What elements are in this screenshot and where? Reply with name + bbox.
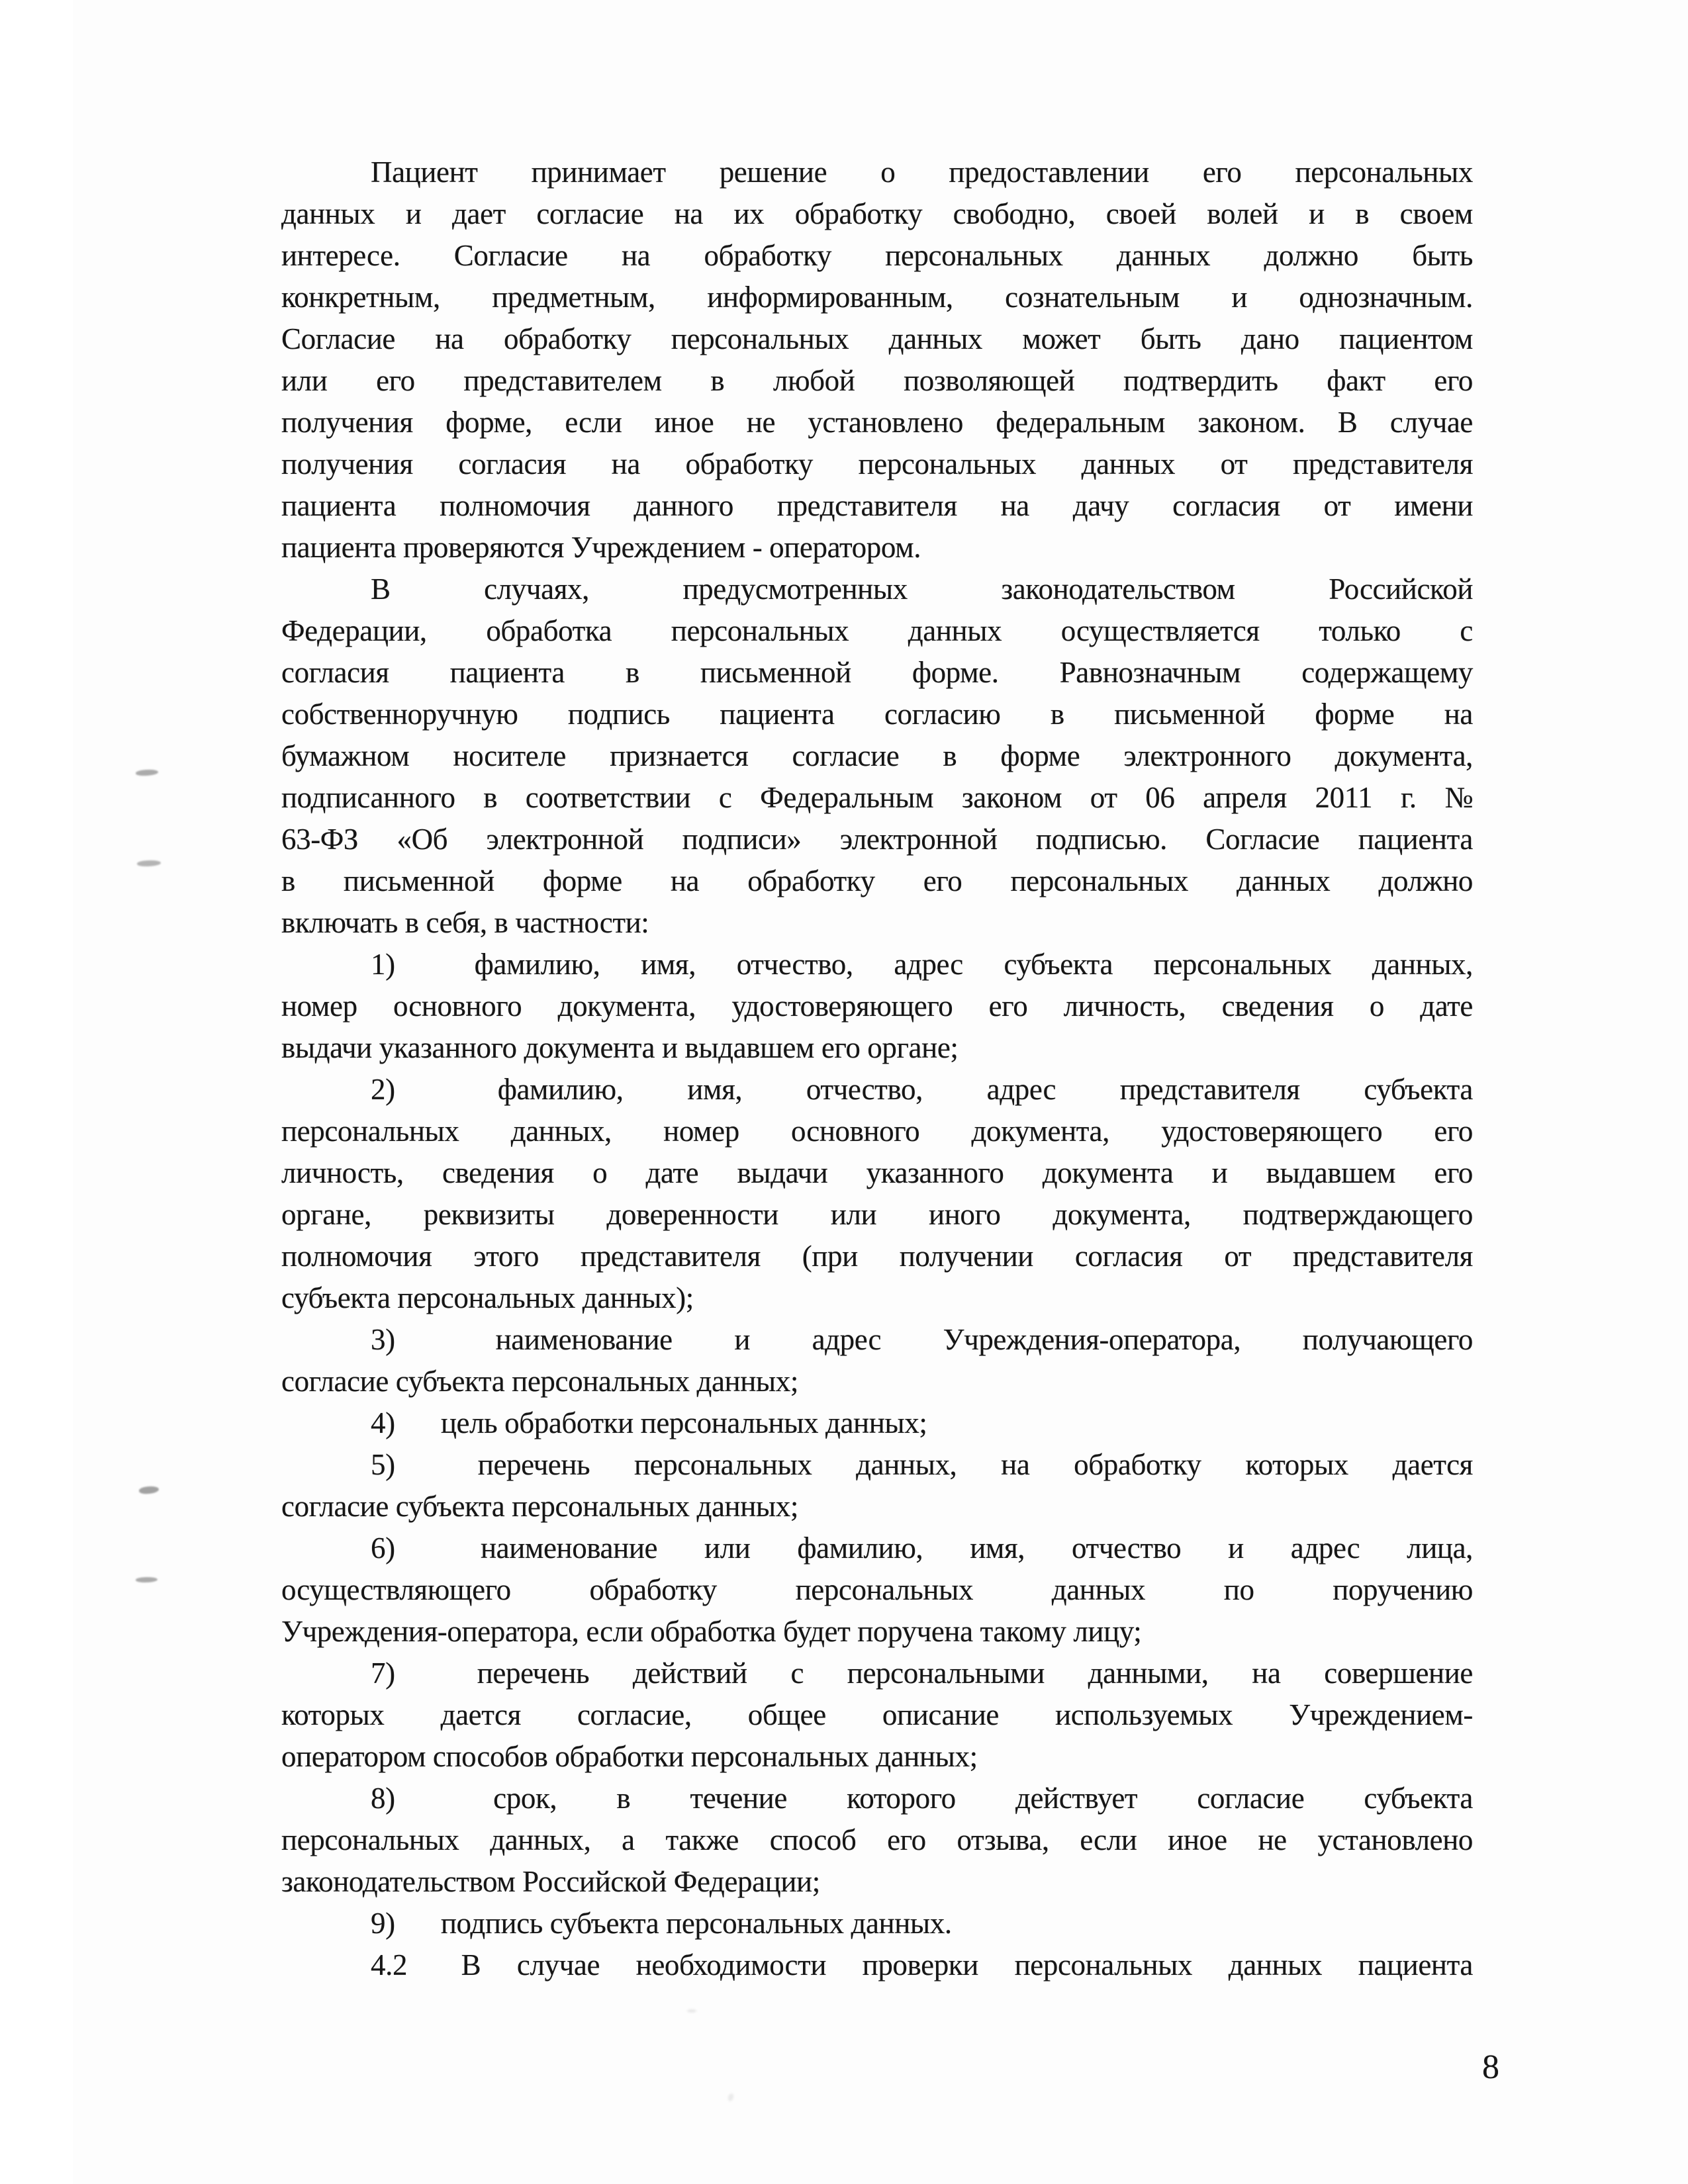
text-line: бумажном носителе признается согласие в форме электронного документа, bbox=[281, 739, 1473, 772]
text-line: согласие субъекта персональных данных; bbox=[281, 1490, 798, 1523]
text-line: включать в себя, в частности: bbox=[281, 906, 649, 939]
text-line: данных и дает согласие на их обработку свободно, своей волей и в своем bbox=[281, 197, 1473, 230]
pencil-mark bbox=[139, 1485, 160, 1494]
list-number: 7) bbox=[371, 1657, 395, 1690]
list-number: 5) bbox=[371, 1448, 395, 1481]
list-item-line: 9) подпись субъекта персональных данных. bbox=[281, 1903, 1473, 1944]
text-line: законодательством Российской Федерации; bbox=[281, 1865, 820, 1898]
text-line: оператором способов обработки персональных данных; bbox=[281, 1740, 978, 1773]
list-number: 8) bbox=[371, 1782, 395, 1815]
text-line: конкретным, предметным, информированным, сознательным и однозначным. bbox=[281, 281, 1473, 314]
text-line: персональных данных, номер основного документа, удостоверяющего его bbox=[281, 1115, 1473, 1148]
text-line: выдачи указанного документа и выдавшем его органе; bbox=[281, 1031, 959, 1064]
list-number: 9) bbox=[371, 1907, 395, 1940]
text-line: интересе. Согласие на обработку персональных данных должно быть bbox=[281, 239, 1473, 272]
scan-edge-strip bbox=[0, 0, 73, 2184]
list-number: 2) bbox=[371, 1073, 395, 1106]
text-line: полномочия этого представителя (при получении согласия от представителя bbox=[281, 1240, 1473, 1273]
text-line: Пациент принимает решение о предоставлении его персональных bbox=[371, 156, 1473, 189]
text-line: получения согласия на обработку персональных данных от представителя bbox=[281, 447, 1473, 480]
text-line: органе, реквизиты доверенности или иного документа, подтверждающего bbox=[281, 1198, 1473, 1231]
text-line: Федерации, обработка персональных данных осуществляется только с bbox=[281, 614, 1473, 647]
text-line: личность, сведения о дате выдачи указанного документа и выдавшем его bbox=[281, 1156, 1473, 1189]
list-item-line: 8) срок, в течение которого действует согласие субъекта bbox=[281, 1778, 1473, 1819]
text-line: в письменной форме на обработку его персональных данных должно bbox=[281, 864, 1473, 897]
text-line: Учреждения-оператора, если обработка будет поручена такому лицу; bbox=[281, 1615, 1142, 1648]
text-line: пациента полномочия данного представителя на дачу согласия от имени bbox=[281, 489, 1473, 522]
scan-speck bbox=[727, 2093, 735, 2102]
scan-speck bbox=[687, 2009, 696, 2013]
document-body-text bbox=[281, 152, 1473, 1986]
list-item-line: 3) наименование и адрес Учреждения-оператора, получающего bbox=[281, 1319, 1473, 1361]
text-line: субъекта персональных данных); bbox=[281, 1281, 694, 1314]
list-item-line: 4) цель обработки персональных данных; bbox=[281, 1402, 1473, 1444]
list-number: 4.2 bbox=[371, 1948, 408, 1981]
page-number: 8 bbox=[1482, 2048, 1499, 2086]
text-line: подписанного в соответствии с Федеральным законом от 06 апреля 2011 г. № bbox=[281, 781, 1473, 814]
text-line: В случаях, предусмотренных законодательством Российской bbox=[371, 572, 1473, 606]
list-item-line: 5) перечень персональных данных, на обработку которых дается bbox=[281, 1444, 1473, 1486]
text-line: номер основного документа, удостоверяющего его личность, сведения о дате bbox=[281, 989, 1473, 1023]
text-line: согласия пациента в письменной форме. Равнозначным содержащему bbox=[281, 656, 1473, 689]
text-line: 63-ФЗ «Об электронной подписи» электронной подписью. Согласие пациента bbox=[281, 823, 1473, 856]
list-item-line: 1) фамилию, имя, отчество, адрес субъекта персональных данных, bbox=[281, 944, 1473, 985]
text-line: Согласие на обработку персональных данных может быть дано пациентом bbox=[281, 322, 1473, 355]
list-number: 1) bbox=[371, 948, 395, 981]
text-line: осуществляющего обработку персональных данных по поручению bbox=[281, 1573, 1473, 1606]
list-number: 6) bbox=[371, 1531, 395, 1565]
text-line: или его представителем в любой позволяющей подтвердить факт его bbox=[281, 364, 1473, 397]
text-line: персональных данных, а также способ его отзыва, если иное не установлено bbox=[281, 1823, 1473, 1856]
text-line: собственноручную подпись пациента согласию в письменной форме на bbox=[281, 698, 1473, 731]
text-line: которых дается согласие, общее описание используемых Учреждением- bbox=[281, 1698, 1473, 1731]
list-number: 3) bbox=[371, 1323, 395, 1356]
list-item-line: 6) наименование или фамилию, имя, отчество и адрес лица, bbox=[281, 1527, 1473, 1569]
list-item-line: 4.2 В случае необходимости проверки персональных данных пациента bbox=[281, 1944, 1473, 1986]
list-number: 4) bbox=[371, 1406, 395, 1439]
text-line: получения форме, если иное не установлено федеральным законом. В случае bbox=[281, 406, 1473, 439]
list-item-line: 7) перечень действий с персональными данными, на совершение bbox=[281, 1653, 1473, 1694]
text-line: пациента проверяются Учреждением - оператором. bbox=[281, 531, 921, 564]
text-line: согласие субъекта персональных данных; bbox=[281, 1365, 798, 1398]
pencil-mark bbox=[136, 769, 159, 776]
pencil-mark bbox=[137, 860, 161, 867]
list-item-line: 2) фамилию, имя, отчество, адрес представителя субъекта bbox=[281, 1069, 1473, 1111]
pencil-mark bbox=[136, 1576, 158, 1582]
